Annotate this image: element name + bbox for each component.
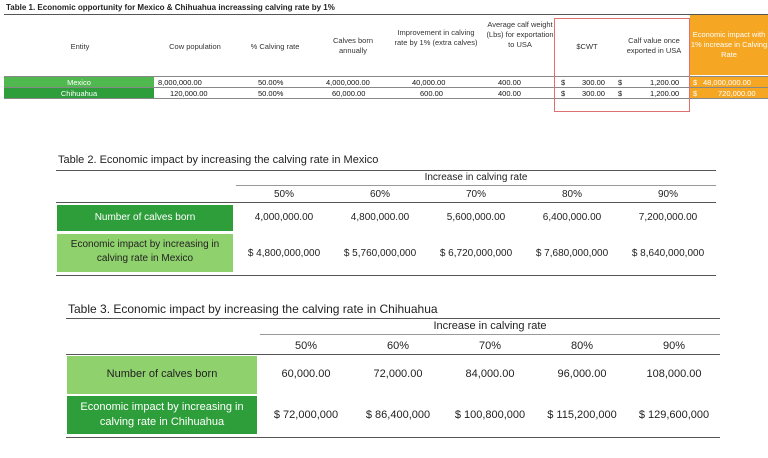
t1-header-entity: Entity (70, 42, 90, 51)
t2-row1-value-60: 4,800,000.00 (350, 212, 410, 223)
t1-chihuahua-cwt: 300.00 (582, 89, 605, 98)
table2-bottom-rule (56, 275, 716, 276)
t3-col-90: 90% (662, 340, 686, 352)
t3-group-rule (260, 334, 720, 335)
t2-row2-value-60: $ 5,760,000,000 (343, 248, 417, 259)
t3-row1-value-60: 72,000.00 (373, 368, 423, 380)
t3-row2-value-90: $ 129,600,000 (638, 409, 710, 421)
t1-highlight-box (554, 18, 690, 112)
t3-header-rule (66, 354, 720, 355)
t3-col-80: 80% (570, 340, 594, 352)
t2-col-70: 70% (465, 189, 486, 200)
t1-chihuahua-calves-born: 60,000.00 (332, 89, 366, 98)
t1-chihuahua-impact-sign: $ (693, 89, 698, 98)
t2-col-80: 80% (561, 189, 582, 200)
t1-chihuahua-cow-population: 120,000.00 (170, 89, 208, 98)
t2-col-50: 50% (273, 189, 294, 200)
t1-mexico-calf-value: 1,200.00 (650, 78, 680, 87)
t3-row2-label: Economic impact by increasing in calving rate in Chihuahua (80, 401, 244, 428)
t3-col-60: 60% (386, 340, 410, 352)
t2-row1-value-90: 7,200,000.00 (638, 212, 698, 223)
table2-top-rule (56, 170, 716, 171)
t2-col-60: 60% (369, 189, 390, 200)
t2-col-90: 90% (657, 189, 678, 200)
table2-title: Table 2. Economic impact by increasing the calving rate in Mexico (58, 154, 379, 166)
t3-col-50: 50% (294, 340, 318, 352)
t3-row1-label: Number of calves born (106, 368, 218, 380)
t2-row1-value-80: 6,400,000.00 (542, 212, 602, 223)
table3-title: Table 3. Economic impact by increasing the calving rate in Chihuahua (68, 302, 438, 316)
t2-row2-value-50: $ 4,800,000,000 (247, 248, 321, 259)
table3-bottom-rule (66, 437, 720, 438)
t3-row1-value-70: 84,000.00 (465, 368, 515, 380)
t1-chihuahua-improvement: 600.00 (420, 89, 443, 98)
t2-row2-value-90: $ 8,640,000,000 (631, 248, 705, 259)
t2-row2-value-70: $ 6,720,000,000 (439, 248, 513, 259)
t2-row1-value-50: 4,000,000.00 (254, 212, 314, 223)
t3-row1-value-80: 96,000.00 (557, 368, 607, 380)
t1-mexico-impact: 48,000,000.00 (703, 78, 751, 87)
t1-mexico-calf-sign: $ (618, 78, 623, 87)
t1-mexico-cwt: 300.00 (582, 78, 605, 87)
t1-header-calves-born: Calves born annually (332, 36, 374, 55)
t3-row2-value-50: $ 72,000,000 (273, 409, 339, 421)
t1-chihuahua-impact: 720,000.00 (718, 89, 756, 98)
t1-chihuahua-entity: Chihuahua (60, 89, 98, 98)
t1-mexico-avg-weight: 400.00 (498, 78, 521, 87)
t1-mexico-calves-born: 4,000,000.00 (326, 78, 370, 87)
t1-chihuahua-avg-weight: 400.00 (498, 89, 521, 98)
table1-top-rule (4, 14, 768, 15)
t2-row1-label: Number of calves born (94, 212, 196, 223)
t2-row1-value-70: 5,600,000.00 (446, 212, 506, 223)
t1-chihuahua-calf-value: 1,200.00 (650, 89, 680, 98)
t1-mexico-entity: Mexico (67, 78, 91, 87)
t1-chihuahua-calving-rate: 50.00% (258, 89, 284, 98)
t1-header-improvement: Improvement in calving rate by 1% (extra calves) (394, 28, 478, 47)
t2-row2-value-80: $ 7,680,000,000 (535, 248, 609, 259)
t2-group-rule (236, 185, 716, 186)
t1-mexico-impact-sign: $ (693, 78, 698, 87)
t1-header-cow-population: Cow population (169, 42, 221, 51)
t1-chihuahua-calf-sign: $ (618, 89, 623, 98)
t3-row1-value-50: 60,000.00 (281, 368, 331, 380)
t1-mexico-improvement: 40,000.00 (412, 78, 446, 87)
table1-title: Table 1. Economic opportunity for Mexico & Chihuahua increassing calving rate by 1% (6, 3, 335, 12)
t1-mexico-cow-population: 8,000,000.00 (158, 78, 202, 87)
t1-mexico-calving-rate: 50.00% (258, 78, 284, 87)
t1-header-calf-value: Calf value once exported in USA (626, 36, 682, 55)
t3-group-header: Increase in calving rate (433, 320, 547, 332)
t3-row2-value-80: $ 115,200,000 (547, 409, 617, 421)
t2-group-header: Increase in calving rate (424, 172, 528, 183)
t1-header-calving-rate: % Calving rate (250, 42, 300, 51)
t3-col-70: 70% (478, 340, 502, 352)
t2-header-rule (56, 202, 716, 203)
t2-row2-label: Economic impact by increasing in calving rate in Mexico (70, 239, 220, 264)
table3-top-rule (66, 318, 720, 319)
t1-mexico-cwt-sign: $ (561, 78, 566, 87)
t1-header-cwt: $CWT (576, 42, 598, 51)
t1-header-economic-impact: Economic impact with 1% increase in Calving Rate (690, 30, 768, 59)
t1-chihuahua-cwt-sign: $ (561, 89, 566, 98)
t3-row1-value-90: 108,000.00 (646, 368, 702, 380)
t3-row2-value-60: $ 86,400,000 (365, 409, 431, 421)
t1-header-avg-weight: Average calf weight (Lbs) for exportation to USA (486, 20, 554, 49)
t3-row2-value-70: $ 100,800,000 (454, 409, 526, 421)
